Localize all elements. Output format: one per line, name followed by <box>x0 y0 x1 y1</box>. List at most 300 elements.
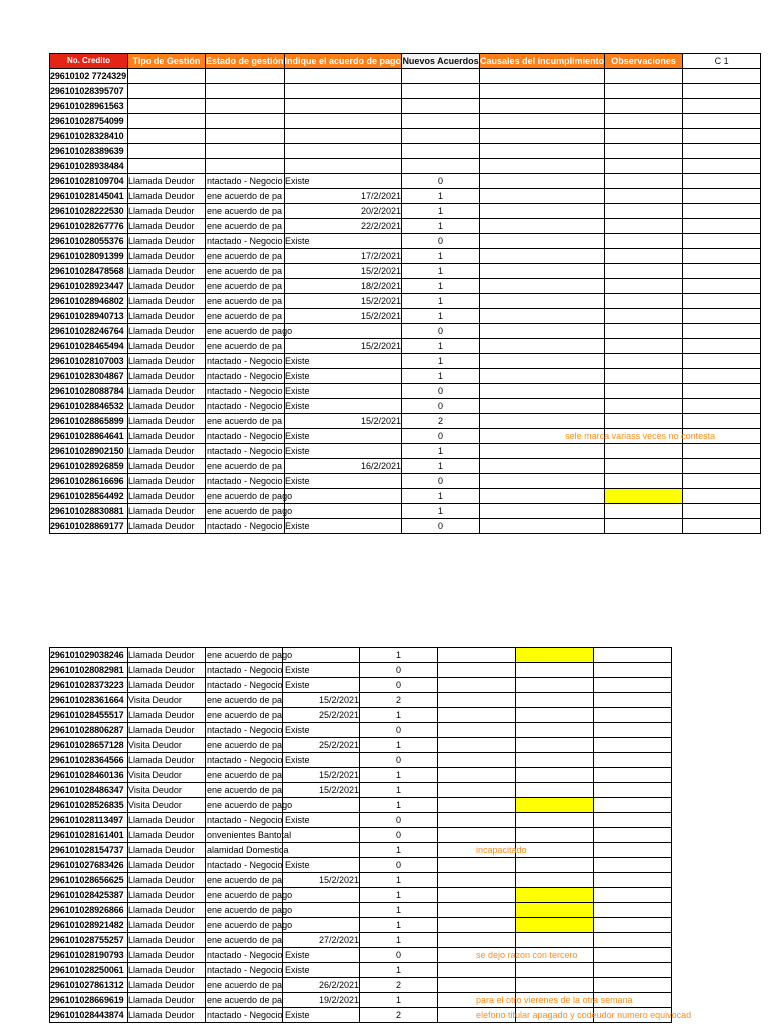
c1-cell[interactable] <box>594 858 672 873</box>
causales-cell[interactable] <box>480 369 605 384</box>
estado-gestion-cell[interactable] <box>206 1008 310 1023</box>
credito-cell[interactable]: 296101028389639 <box>50 144 128 159</box>
observaciones-cell[interactable] <box>605 279 683 294</box>
nuevos-acuerdos-cell[interactable]: 2 <box>360 1008 438 1023</box>
estado-gestion-cell[interactable] <box>206 264 285 279</box>
observaciones-cell[interactable] <box>605 414 683 429</box>
credito-cell[interactable]: 296101028869177 <box>50 519 128 534</box>
causales-cell[interactable] <box>480 249 605 264</box>
credito-cell[interactable]: 296101029038246 <box>50 648 128 663</box>
observaciones-cell[interactable] <box>605 294 683 309</box>
c1-cell[interactable] <box>594 708 672 723</box>
observaciones-cell[interactable] <box>516 693 594 708</box>
c1-cell[interactable] <box>683 174 761 189</box>
credito-cell[interactable]: 296101028460136 <box>50 768 128 783</box>
observaciones-cell[interactable] <box>605 339 683 354</box>
observaciones-cell[interactable] <box>476 948 594 963</box>
nuevos-acuerdos-cell[interactable]: 0 <box>360 828 438 843</box>
estado-gestion-cell[interactable] <box>206 474 310 489</box>
acuerdo-pago-cell[interactable]: 15/2/2021 <box>284 264 402 279</box>
c1-cell[interactable] <box>683 249 761 264</box>
observaciones-cell[interactable] <box>516 978 594 993</box>
c1-cell[interactable] <box>683 189 761 204</box>
causales-cell[interactable] <box>438 873 516 888</box>
nuevos-acuerdos-cell[interactable]: 1 <box>360 708 438 723</box>
credito-cell[interactable]: 296101028806287 <box>50 723 128 738</box>
c1-cell[interactable] <box>683 264 761 279</box>
acuerdo-pago-cell[interactable]: 19/2/2021 <box>283 993 360 1008</box>
nuevos-acuerdos-cell[interactable]: 1 <box>402 354 480 369</box>
c1-cell[interactable] <box>683 339 761 354</box>
c1-cell[interactable] <box>683 504 761 519</box>
estado-gestion-cell[interactable] <box>206 174 310 189</box>
tipo-gestion-cell[interactable]: Llamada Deudor <box>128 249 206 264</box>
observaciones-cell[interactable] <box>605 69 683 84</box>
c1-cell[interactable] <box>594 723 672 738</box>
credito-cell[interactable]: 296101028250061 <box>50 963 128 978</box>
causales-cell[interactable] <box>438 738 516 753</box>
observaciones-cell[interactable] <box>605 384 683 399</box>
tipo-gestion-cell[interactable]: Llamada Deudor <box>128 813 206 828</box>
tipo-gestion-cell[interactable]: Llamada Deudor <box>128 324 206 339</box>
causales-cell[interactable] <box>438 663 516 678</box>
observaciones-cell[interactable] <box>605 204 683 219</box>
c1-cell[interactable] <box>683 114 761 129</box>
tipo-gestion-cell[interactable]: Llamada Deudor <box>128 993 206 1008</box>
credito-cell[interactable]: 296101028656625 <box>50 873 128 888</box>
estado-gestion-cell[interactable] <box>206 189 285 204</box>
header-observaciones[interactable]: Observaciones <box>605 54 683 69</box>
nuevos-acuerdos-cell[interactable]: 1 <box>360 738 438 753</box>
nuevos-acuerdos-cell[interactable]: 0 <box>402 174 480 189</box>
tipo-gestion-cell[interactable]: Llamada Deudor <box>128 843 206 858</box>
estado-gestion-cell[interactable] <box>206 324 293 339</box>
header-c1[interactable]: C 1 <box>683 54 761 69</box>
c1-cell[interactable] <box>683 279 761 294</box>
acuerdo-pago-cell[interactable]: 25/2/2021 <box>283 708 360 723</box>
estado-gestion-cell[interactable] <box>206 144 285 159</box>
nuevos-acuerdos-cell[interactable]: 1 <box>402 444 480 459</box>
c1-cell[interactable] <box>683 324 761 339</box>
credito-cell[interactable]: 296101028088784 <box>50 384 128 399</box>
observaciones-cell[interactable] <box>516 873 594 888</box>
acuerdo-pago-cell[interactable] <box>284 84 402 99</box>
acuerdo-pago-cell[interactable]: 18/2/2021 <box>284 279 402 294</box>
header-acuerdo-pago[interactable]: Indique el acuerdo de pago <box>284 54 402 69</box>
nuevos-acuerdos-cell[interactable]: 1 <box>360 918 438 933</box>
nuevos-acuerdos-cell[interactable]: 1 <box>360 903 438 918</box>
acuerdo-pago-cell[interactable]: 15/2/2021 <box>283 873 360 888</box>
acuerdo-pago-cell[interactable] <box>284 144 402 159</box>
acuerdo-pago-cell[interactable]: 15/2/2021 <box>283 768 360 783</box>
c1-cell[interactable] <box>594 783 672 798</box>
estado-gestion-cell[interactable] <box>206 459 285 474</box>
credito-cell[interactable]: 296101028923447 <box>50 279 128 294</box>
observaciones-cell[interactable] <box>605 444 683 459</box>
estado-gestion-cell[interactable] <box>206 504 293 519</box>
credito-cell[interactable]: 296101027861312 <box>50 978 128 993</box>
estado-gestion-cell[interactable] <box>206 663 310 678</box>
credito-cell[interactable]: 296101028246764 <box>50 324 128 339</box>
acuerdo-pago-cell[interactable]: 15/2/2021 <box>284 294 402 309</box>
observaciones-cell[interactable] <box>605 144 683 159</box>
credito-cell[interactable]: 296101028091399 <box>50 249 128 264</box>
estado-gestion-cell[interactable] <box>206 369 310 384</box>
nuevos-acuerdos-cell[interactable]: 1 <box>402 489 480 504</box>
causales-cell[interactable] <box>438 813 516 828</box>
causales-cell[interactable] <box>480 219 605 234</box>
header-causales[interactable]: Causales del incumplimiento <box>480 54 605 69</box>
observaciones-cell[interactable] <box>565 429 716 444</box>
nuevos-acuerdos-cell[interactable]: 0 <box>402 399 480 414</box>
estado-gestion-cell[interactable] <box>206 873 283 888</box>
c1-cell[interactable] <box>594 678 672 693</box>
observaciones-cell[interactable] <box>516 783 594 798</box>
acuerdo-pago-cell[interactable] <box>283 843 360 858</box>
tipo-gestion-cell[interactable] <box>128 114 206 129</box>
c1-cell[interactable] <box>594 978 672 993</box>
acuerdo-pago-cell[interactable] <box>284 129 402 144</box>
causales-cell[interactable] <box>480 459 605 474</box>
credito-cell[interactable]: 296101028364566 <box>50 753 128 768</box>
credito-cell[interactable]: 296101028373223 <box>50 678 128 693</box>
causales-cell[interactable] <box>480 414 605 429</box>
acuerdo-pago-cell[interactable] <box>284 99 402 114</box>
c1-cell[interactable] <box>594 693 672 708</box>
c1-cell[interactable] <box>683 459 761 474</box>
nuevos-acuerdos-cell[interactable] <box>402 69 480 84</box>
acuerdo-pago-cell[interactable]: 16/2/2021 <box>284 459 402 474</box>
observaciones-cell[interactable] <box>605 129 683 144</box>
causales-cell[interactable] <box>438 978 516 993</box>
estado-gestion-cell[interactable] <box>206 678 310 693</box>
c1-cell[interactable] <box>594 873 672 888</box>
causales-cell[interactable] <box>438 858 516 873</box>
acuerdo-pago-cell[interactable] <box>284 489 402 504</box>
nuevos-acuerdos-cell[interactable] <box>402 99 480 114</box>
credito-cell[interactable]: 296101028616696 <box>50 474 128 489</box>
tipo-gestion-cell[interactable]: Visita Deudor <box>128 693 206 708</box>
observaciones-cell[interactable] <box>605 159 683 174</box>
credito-cell[interactable]: 296101028328410 <box>50 129 128 144</box>
credito-cell[interactable]: 296101028902150 <box>50 444 128 459</box>
nuevos-acuerdos-cell[interactable]: 1 <box>402 339 480 354</box>
causales-cell[interactable] <box>480 144 605 159</box>
observaciones-cell[interactable] <box>516 858 594 873</box>
c1-cell[interactable] <box>683 519 761 534</box>
c1-cell[interactable] <box>683 399 761 414</box>
nuevos-acuerdos-cell[interactable]: 0 <box>402 324 480 339</box>
causales-cell[interactable] <box>438 918 516 933</box>
observaciones-cell[interactable] <box>516 738 594 753</box>
tipo-gestion-cell[interactable]: Llamada Deudor <box>128 399 206 414</box>
estado-gestion-cell[interactable] <box>206 279 285 294</box>
estado-gestion-cell[interactable] <box>206 294 285 309</box>
nuevos-acuerdos-cell[interactable]: 1 <box>360 933 438 948</box>
tipo-gestion-cell[interactable]: Llamada Deudor <box>128 384 206 399</box>
tipo-gestion-cell[interactable] <box>128 129 206 144</box>
causales-cell[interactable] <box>438 888 516 903</box>
nuevos-acuerdos-cell[interactable]: 2 <box>360 693 438 708</box>
tipo-gestion-cell[interactable]: Llamada Deudor <box>128 888 206 903</box>
causales-cell[interactable] <box>480 474 605 489</box>
tipo-gestion-cell[interactable]: Llamada Deudor <box>128 309 206 324</box>
nuevos-acuerdos-cell[interactable]: 0 <box>360 858 438 873</box>
c1-cell[interactable] <box>594 648 672 663</box>
estado-gestion-cell[interactable] <box>206 249 285 264</box>
acuerdo-pago-cell[interactable] <box>284 114 402 129</box>
acuerdo-pago-cell[interactable] <box>283 798 360 813</box>
nuevos-acuerdos-cell[interactable]: 1 <box>402 279 480 294</box>
nuevos-acuerdos-cell[interactable]: 1 <box>360 993 438 1008</box>
tipo-gestion-cell[interactable]: Llamada Deudor <box>128 489 206 504</box>
causales-cell[interactable] <box>480 309 605 324</box>
estado-gestion-cell[interactable] <box>206 888 293 903</box>
c1-cell[interactable] <box>594 663 672 678</box>
causales-cell[interactable] <box>480 279 605 294</box>
causales-cell[interactable] <box>480 114 605 129</box>
estado-gestion-cell[interactable] <box>206 903 293 918</box>
acuerdo-pago-cell[interactable]: 25/2/2021 <box>283 738 360 753</box>
header-estado-gestion[interactable]: Estado de gestión <box>206 54 285 69</box>
estado-gestion-cell[interactable] <box>206 114 285 129</box>
nuevos-acuerdos-cell[interactable]: 1 <box>360 768 438 783</box>
c1-cell[interactable] <box>594 753 672 768</box>
observaciones-cell[interactable] <box>605 459 683 474</box>
nuevos-acuerdos-cell[interactable]: 1 <box>360 648 438 663</box>
c1-cell[interactable] <box>594 738 672 753</box>
tipo-gestion-cell[interactable]: Llamada Deudor <box>128 828 206 843</box>
tipo-gestion-cell[interactable]: Llamada Deudor <box>128 429 206 444</box>
observaciones-cell[interactable] <box>605 114 683 129</box>
acuerdo-pago-cell[interactable]: 15/2/2021 <box>284 309 402 324</box>
observaciones-cell[interactable] <box>516 963 594 978</box>
estado-gestion-cell[interactable] <box>206 738 283 753</box>
tipo-gestion-cell[interactable]: Visita Deudor <box>128 738 206 753</box>
causales-cell[interactable] <box>438 963 516 978</box>
causales-cell[interactable] <box>438 798 516 813</box>
tipo-gestion-cell[interactable]: Llamada Deudor <box>128 948 206 963</box>
tipo-gestion-cell[interactable]: Llamada Deudor <box>128 858 206 873</box>
credito-cell[interactable]: 296101028846532 <box>50 399 128 414</box>
causales-cell[interactable] <box>480 84 605 99</box>
credito-cell[interactable]: 296101028425387 <box>50 888 128 903</box>
causales-cell[interactable] <box>438 723 516 738</box>
acuerdo-pago-cell[interactable] <box>283 828 360 843</box>
credito-cell[interactable]: 296101028921482 <box>50 918 128 933</box>
c1-cell[interactable] <box>594 813 672 828</box>
estado-gestion-cell[interactable] <box>206 768 283 783</box>
observaciones-cell[interactable] <box>516 888 594 903</box>
credito-cell[interactable]: 296101028926859 <box>50 459 128 474</box>
credito-cell[interactable]: 296101028961563 <box>50 99 128 114</box>
estado-gestion-cell[interactable] <box>206 978 283 993</box>
nuevos-acuerdos-cell[interactable]: 0 <box>402 234 480 249</box>
observaciones-cell[interactable] <box>516 918 594 933</box>
nuevos-acuerdos-cell[interactable]: 1 <box>402 309 480 324</box>
acuerdo-pago-cell[interactable]: 26/2/2021 <box>283 978 360 993</box>
credito-cell[interactable]: 296101028938484 <box>50 159 128 174</box>
nuevos-acuerdos-cell[interactable]: 1 <box>360 783 438 798</box>
acuerdo-pago-cell[interactable] <box>283 918 360 933</box>
observaciones-cell[interactable] <box>476 843 594 858</box>
tipo-gestion-cell[interactable]: Llamada Deudor <box>128 723 206 738</box>
credito-cell[interactable]: 296101028145041 <box>50 189 128 204</box>
estado-gestion-cell[interactable] <box>206 99 285 114</box>
estado-gestion-cell[interactable] <box>206 948 310 963</box>
nuevos-acuerdos-cell[interactable]: 1 <box>402 219 480 234</box>
tipo-gestion-cell[interactable]: Llamada Deudor <box>128 234 206 249</box>
credito-cell[interactable]: 296101028754099 <box>50 114 128 129</box>
tipo-gestion-cell[interactable]: Llamada Deudor <box>128 339 206 354</box>
estado-gestion-cell[interactable] <box>206 69 285 84</box>
credito-cell[interactable]: 296101028865899 <box>50 414 128 429</box>
nuevos-acuerdos-cell[interactable]: 1 <box>360 888 438 903</box>
credito-cell[interactable]: 296101028154737 <box>50 843 128 858</box>
causales-cell[interactable] <box>480 234 605 249</box>
causales-cell[interactable] <box>480 399 605 414</box>
acuerdo-pago-cell[interactable] <box>283 648 360 663</box>
causales-cell[interactable] <box>438 648 516 663</box>
causales-cell[interactable] <box>480 99 605 114</box>
c1-cell[interactable] <box>683 489 761 504</box>
causales-cell[interactable] <box>480 264 605 279</box>
credito-cell[interactable]: 29610102 7724329 <box>50 69 128 84</box>
causales-cell[interactable] <box>480 69 605 84</box>
credito-cell[interactable]: 296101028222530 <box>50 204 128 219</box>
c1-cell[interactable] <box>683 99 761 114</box>
causales-cell[interactable] <box>438 903 516 918</box>
causales-cell[interactable] <box>438 828 516 843</box>
estado-gestion-cell[interactable] <box>206 918 293 933</box>
estado-gestion-cell[interactable] <box>206 828 292 843</box>
nuevos-acuerdos-cell[interactable] <box>402 159 480 174</box>
observaciones-cell[interactable] <box>516 663 594 678</box>
nuevos-acuerdos-cell[interactable] <box>402 129 480 144</box>
observaciones-cell[interactable] <box>605 219 683 234</box>
tipo-gestion-cell[interactable]: Llamada Deudor <box>128 264 206 279</box>
c1-cell[interactable] <box>683 159 761 174</box>
credito-cell[interactable]: 296101028109704 <box>50 174 128 189</box>
c1-cell[interactable] <box>683 129 761 144</box>
observaciones-cell[interactable] <box>605 234 683 249</box>
acuerdo-pago-cell[interactable]: 22/2/2021 <box>284 219 402 234</box>
tipo-gestion-cell[interactable] <box>128 99 206 114</box>
causales-cell[interactable] <box>480 159 605 174</box>
acuerdo-pago-cell[interactable]: 20/2/2021 <box>284 204 402 219</box>
causales-cell[interactable] <box>438 783 516 798</box>
nuevos-acuerdos-cell[interactable]: 1 <box>402 504 480 519</box>
tipo-gestion-cell[interactable]: Llamada Deudor <box>128 648 206 663</box>
observaciones-cell[interactable] <box>605 84 683 99</box>
tipo-gestion-cell[interactable]: Llamada Deudor <box>128 204 206 219</box>
nuevos-acuerdos-cell[interactable]: 1 <box>402 189 480 204</box>
estado-gestion-cell[interactable] <box>206 129 285 144</box>
observaciones-cell[interactable] <box>516 903 594 918</box>
tipo-gestion-cell[interactable]: Llamada Deudor <box>128 174 206 189</box>
c1-cell[interactable] <box>683 369 761 384</box>
nuevos-acuerdos-cell[interactable]: 0 <box>402 474 480 489</box>
credito-cell[interactable]: 296101028830881 <box>50 504 128 519</box>
nuevos-acuerdos-cell[interactable]: 2 <box>402 414 480 429</box>
causales-cell[interactable] <box>480 354 605 369</box>
causales-cell[interactable] <box>480 324 605 339</box>
nuevos-acuerdos-cell[interactable]: 1 <box>402 459 480 474</box>
observaciones-cell[interactable] <box>605 309 683 324</box>
observaciones-cell[interactable] <box>605 354 683 369</box>
causales-cell[interactable] <box>480 129 605 144</box>
estado-gestion-cell[interactable] <box>206 723 310 738</box>
observaciones-cell[interactable] <box>516 723 594 738</box>
credito-cell[interactable]: 296101027683426 <box>50 858 128 873</box>
nuevos-acuerdos-cell[interactable]: 0 <box>360 813 438 828</box>
tipo-gestion-cell[interactable] <box>128 144 206 159</box>
tipo-gestion-cell[interactable]: Llamada Deudor <box>128 519 206 534</box>
c1-cell[interactable] <box>594 828 672 843</box>
acuerdo-pago-cell[interactable]: 17/2/2021 <box>284 249 402 264</box>
c1-cell[interactable] <box>594 768 672 783</box>
c1-cell[interactable] <box>683 354 761 369</box>
tipo-gestion-cell[interactable]: Llamada Deudor <box>128 708 206 723</box>
causales-cell[interactable] <box>438 768 516 783</box>
tipo-gestion-cell[interactable]: Llamada Deudor <box>128 414 206 429</box>
causales-cell[interactable] <box>438 678 516 693</box>
observaciones-cell[interactable] <box>605 474 683 489</box>
tipo-gestion-cell[interactable]: Llamada Deudor <box>128 978 206 993</box>
observaciones-cell[interactable] <box>476 993 633 1008</box>
causales-cell[interactable] <box>480 294 605 309</box>
credito-cell[interactable]: 296101028478568 <box>50 264 128 279</box>
observaciones-cell[interactable] <box>516 798 594 813</box>
tipo-gestion-cell[interactable]: Visita Deudor <box>128 798 206 813</box>
nuevos-acuerdos-cell[interactable]: 1 <box>402 294 480 309</box>
nuevos-acuerdos-cell[interactable] <box>402 144 480 159</box>
causales-cell[interactable] <box>480 189 605 204</box>
nuevos-acuerdos-cell[interactable]: 1 <box>360 798 438 813</box>
tipo-gestion-cell[interactable] <box>128 159 206 174</box>
tipo-gestion-cell[interactable]: Llamada Deudor <box>128 279 206 294</box>
estado-gestion-cell[interactable] <box>206 753 310 768</box>
c1-cell[interactable] <box>594 933 672 948</box>
tipo-gestion-cell[interactable]: Llamada Deudor <box>128 369 206 384</box>
credito-cell[interactable]: 296101028564492 <box>50 489 128 504</box>
tipo-gestion-cell[interactable]: Llamada Deudor <box>128 504 206 519</box>
credito-cell[interactable]: 296101028395707 <box>50 84 128 99</box>
tipo-gestion-cell[interactable]: Llamada Deudor <box>128 678 206 693</box>
credito-cell[interactable]: 296101028161401 <box>50 828 128 843</box>
header-no-credito[interactable]: No. Credito <box>50 54 128 69</box>
estado-gestion-cell[interactable] <box>206 798 293 813</box>
causales-cell[interactable] <box>438 708 516 723</box>
c1-cell[interactable] <box>683 219 761 234</box>
tipo-gestion-cell[interactable]: Llamada Deudor <box>128 918 206 933</box>
c1-cell[interactable] <box>683 444 761 459</box>
c1-cell[interactable] <box>683 144 761 159</box>
estado-gestion-cell[interactable] <box>206 933 283 948</box>
acuerdo-pago-cell[interactable]: 15/2/2021 <box>284 414 402 429</box>
c1-cell[interactable] <box>683 414 761 429</box>
estado-gestion-cell[interactable] <box>206 234 310 249</box>
observaciones-cell[interactable] <box>605 264 683 279</box>
acuerdo-pago-cell[interactable] <box>284 69 402 84</box>
acuerdo-pago-cell[interactable] <box>283 903 360 918</box>
causales-cell[interactable] <box>480 174 605 189</box>
causales-cell[interactable] <box>480 204 605 219</box>
causales-cell[interactable] <box>480 504 605 519</box>
acuerdo-pago-cell[interactable] <box>284 159 402 174</box>
tipo-gestion-cell[interactable]: Llamada Deudor <box>128 444 206 459</box>
estado-gestion-cell[interactable] <box>206 309 285 324</box>
